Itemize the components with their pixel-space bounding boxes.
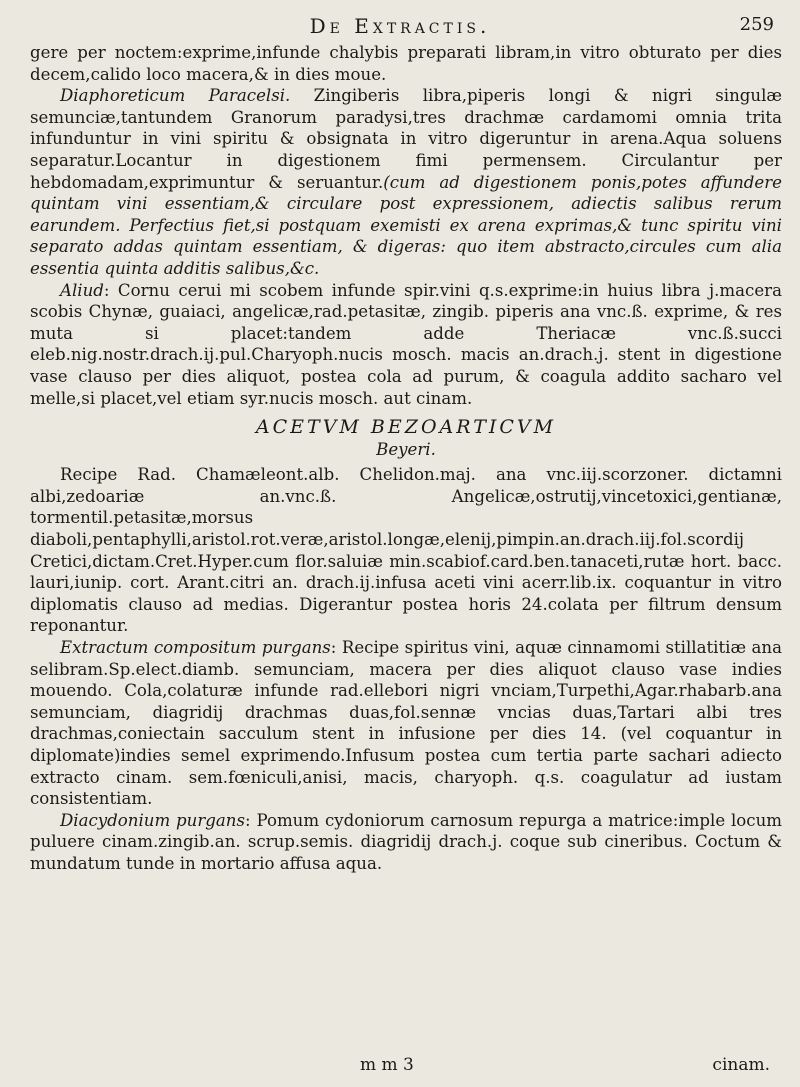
text-run: : Pomum cydoniorum carnosum repurga a matrice:imple locum puluere cinam.zingib.an. scrup.semis. diagridij drach.j. coque sub cineribus. Coctum & mundatum tunde in mortario affusa aqua. bbox=[30, 810, 783, 873]
text-run: Recipe Rad. Chamæleont.alb. Chelidon.maj. ana vnc.iij.scorzoner. dictamni albi,zedoariæ an.vnc.ß. Angelicæ,ostrutij,vincetoxici,gentianæ, tormentil.petasitæ,morsus diaboli,pentaphylli,aristol.rot.veræ,aristol.longæ,elenij,pimpin.an.drach.iij.fol.scordij Cretici,dictam.Cret.Hyper.cum flor.saluiæ min.scabiof.card.ben.tanaceti,rutæ hort. bacc. lauri,iunip. cort. Arant.citri an. drach.ij.infusa aceti vini acerr.lib.ix. coquantur in vitro diplomatis clauso ad medias. Digerantur postea horis 24.colata per filtrum densum reponantur. bbox=[30, 465, 782, 636]
text-block-bottom bbox=[30, 464, 782, 874]
italic-run: Aliud bbox=[60, 280, 104, 300]
text-run: : Recipe spiritus vini, aquæ cinnamomi stillatitiæ ana selibram.Sp.elect.diamb. semunciam, macera per dies aliquot clauso vase indies mouendo. Cola,colaturæ infunde rad.ellebori nigri vnciam,Turpethi,Agar.rhabarb.ana semunciam, diagridij drachmas duas,fol.sennæ vncias duas,Tartari albi tres drachmas,coniectain sacculum stent in infusione per dies 14. (vel coquantur in diplomate)indies semel exprimendo.Infusum postea cum tertia parte sachari adiecto extracto cinam. sem.fœniculi,anisi, macis, charyoph. q.s. coagulatur ad iustam consistentiam. bbox=[30, 638, 782, 809]
text-run: gere per noctem:exprime,infunde chalybis preparati libram,in vitro obturato per dies decem,calido loco macera,& in dies moue. bbox=[30, 43, 782, 84]
italic-run: Diaphoreticum Paracelsi. bbox=[60, 86, 291, 106]
paragraph bbox=[30, 42, 782, 85]
paragraph bbox=[30, 810, 782, 875]
section-subheading: Beyeri. bbox=[376, 439, 436, 459]
page-body bbox=[30, 42, 782, 875]
page-footer bbox=[0, 1051, 800, 1079]
catchword: cinam. bbox=[712, 1055, 770, 1075]
text-block-top bbox=[30, 42, 782, 409]
section-heading: ACETVM BEZOARTICVM bbox=[255, 416, 557, 439]
running-head bbox=[0, 6, 800, 40]
text-run: Zingiberis libra,piperis longi & nigri singulæ semunciæ,tantundem Granorum paradysi,tres drachmæ cardamomi omnia trita infunduntur in vini spiritu & obsignata in vitro digeruntur in arena.Aqua soluens separatur.Locantur in digestionem fimi permensem. Circulantur per hebdomadam,exprimuntur & seruantur. bbox=[30, 86, 782, 192]
running-head-title: De Extractis. bbox=[309, 14, 491, 38]
italic-run: (cum ad digestionem ponis,potes affundere quintam vini essentiam,& circulare post expressionem, adiectis salibus rerum earundem. Perfectius fiet,si postquam exemisti ex arena exprimas,& tunc spiritu vini separato addas quintam essentiam, & digeras: quo item abstracto,circules cum alia essentia quinta additis salibus,&c. bbox=[30, 172, 782, 278]
text-run: : Cornu cerui mi scobem infunde spir.vini q.s.exprime:in huius libra j.macera scobis Chynæ, guaiaci, angelicæ,rad.petasitæ, zingib. piperis ana vnc.ß. exprime, & res muta si placet:tandem adde Theriacæ vnc.ß.succi eleb.nig.nostr.drach.ij.pul.Charyoph.nucis mosch. macis an.drach.j. stent in digestione vase clauso per dies aliquot, postea cola ad purum, & coagula addito sacharo vel melle,si placet,vel etiam syr.nucis mosch. aut cinam. bbox=[30, 280, 782, 408]
paragraph bbox=[30, 464, 782, 637]
italic-run: Diacydonium purgans bbox=[60, 810, 246, 830]
signature-mark: m m 3 bbox=[360, 1055, 414, 1075]
italic-run: Extractum compositum purgans bbox=[60, 638, 331, 658]
paragraph bbox=[30, 280, 782, 410]
page-number: 259 bbox=[739, 14, 774, 35]
paragraph bbox=[30, 637, 782, 810]
paragraph bbox=[30, 85, 782, 279]
